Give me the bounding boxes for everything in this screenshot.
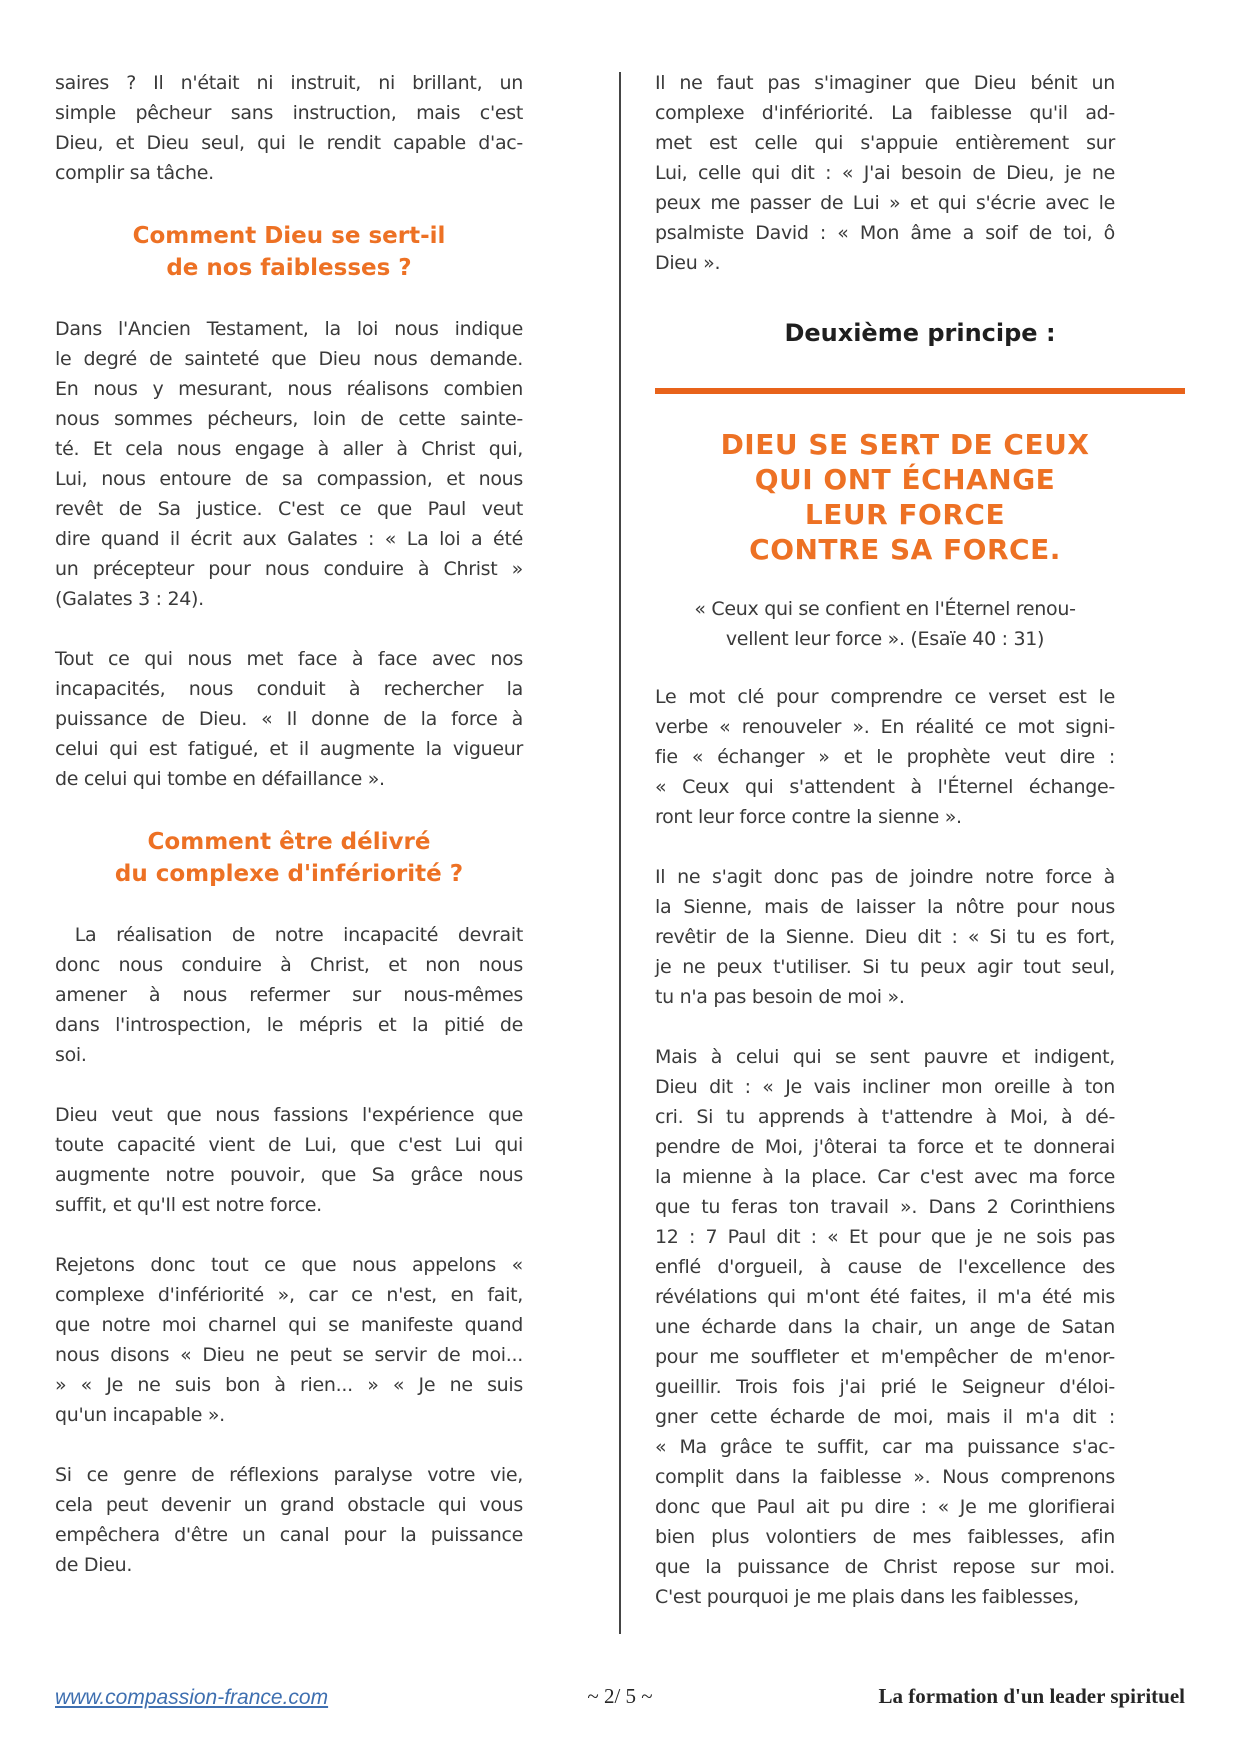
text-line: Dans l'Ancien Testament, la loi nous indique (55, 318, 523, 340)
text-line: complit dans la faiblesse ». Nous comprenons (655, 1466, 1115, 1488)
text-line: Le mot clé pour comprendre ce verset est le (655, 686, 1115, 708)
text-line: ront leur force contre la sienne ». (655, 806, 962, 828)
text-line: dire quand il écrit aux Galates : « La loi a été (55, 528, 523, 550)
paragraph-si-ce-genre (55, 1460, 523, 1580)
text-line: Dieu ». (655, 252, 721, 274)
text-line: Dieu dit : « Je vais incliner mon oreille à ton (655, 1076, 1115, 1098)
text-line: « Ma grâce te suffit, car ma puissance s'ac- (655, 1436, 1115, 1458)
text-line: peux me passer de Lui » et qui s'écrie avec le (655, 192, 1115, 214)
text-line: QUI ONT ÉCHANGE (754, 463, 1056, 496)
text-line: LEUR FORCE (804, 498, 1006, 531)
text-line: té. Et cela nous engage à aller à Christ qui, (55, 438, 523, 460)
text-line: psalmiste David : « Mon âme a soif de toi, ô (655, 222, 1115, 244)
text-line: que tu feras ton travail ». Dans 2 Corinthiens (655, 1196, 1115, 1218)
document-title: La formation d'un leader spirituel (878, 1684, 1185, 1708)
text-line: En nous y mesurant, nous réalisons combien (55, 378, 523, 400)
verse-quote (655, 594, 1115, 654)
left-column (55, 68, 523, 1610)
text-line: Si ce genre de réflexions paralyse votre vie, (55, 1464, 523, 1486)
text-line: Il ne faut pas s'imaginer que Dieu bénit un (655, 72, 1115, 94)
paragraph-tout-ce-qui (55, 644, 523, 794)
text-line: dans l'introspection, le mépris et la pitié de (55, 1014, 523, 1036)
principle-heading: Deuxième principe : (784, 319, 1056, 347)
text-line: revêt de Sa justice. C'est ce que Paul veut (55, 498, 523, 520)
text-line: puissance de Dieu. « Il donne de la force à (55, 708, 523, 730)
paragraph-il-ne-faut (655, 68, 1115, 278)
principle-title (655, 427, 1155, 567)
text-line: le degré de sainteté que Dieu nous demande. (55, 348, 523, 370)
paragraph-mais-a-celui (655, 1042, 1115, 1612)
text-line: soi. (55, 1044, 87, 1066)
text-line: CONTRE SA FORCE. (749, 533, 1061, 566)
text-line: la mienne à la place. Car c'est avec ma force (655, 1166, 1115, 1188)
text-line: Lui, nous entoure de sa compassion, et nous (55, 468, 523, 490)
orange-divider-rule (655, 388, 1185, 394)
text-line: une écharde dans la chair, un ange de Satan (655, 1316, 1115, 1338)
text-line: DIEU SE SERT DE CEUX (720, 428, 1090, 461)
text-line: de celui qui tombe en défaillance ». (55, 768, 385, 790)
text-line: complexe d'infériorité », car ce n'est, en fait, (55, 1284, 523, 1306)
text-line: Comment Dieu se sert-il (132, 223, 446, 249)
text-line: La réalisation de notre incapacité devrait (55, 924, 523, 946)
page-number: ~ 2/ 5 ~ (587, 1684, 653, 1708)
text-line: Dieu, et Dieu seul, qui le rendit capable d'ac- (55, 132, 523, 154)
text-line: revêtir de la Sienne. Dieu dit : « Si tu es fort, (655, 926, 1115, 948)
paragraph-dieu-veut (55, 1100, 523, 1220)
text-line: fie « échanger » et le prophète veut dire : (655, 746, 1115, 768)
text-line: cri. Si tu apprends à t'attendre à Moi, à dé- (655, 1106, 1115, 1128)
paragraph-realisation (55, 920, 523, 1070)
text-line: enflé d'orgueil, à cause de l'excellence des (655, 1256, 1115, 1278)
text-line: C'est pourquoi je me plais dans les faiblesses, (655, 1586, 1079, 1608)
text-line: donc que Paul ait pu dire : « Je me glorifierai (655, 1496, 1115, 1518)
text-line: Lui, celle qui dit : « J'ai besoin de Dieu, je ne (655, 162, 1115, 184)
paragraph-rejetons (55, 1250, 523, 1430)
text-line: saires ? Il n'était ni instruit, ni brillant, un (55, 72, 523, 94)
text-line: gueillir. Trois fois j'ai prié le Seigneur d'éloi- (655, 1376, 1115, 1398)
text-line: de nos faiblesses ? (166, 255, 412, 281)
text-line: bien plus volontiers de mes faiblesses, afin (655, 1526, 1115, 1548)
text-line: toute capacité vient de Lui, que c'est Lui qui (55, 1134, 523, 1156)
text-line: simple pêcheur sans instruction, mais c'est (55, 102, 523, 124)
column-divider (619, 72, 621, 1634)
text-line: pendre de Moi, j'ôterai ta force et te donnerai (655, 1136, 1115, 1158)
website-link[interactable]: www.compassion-france.com (55, 1686, 329, 1709)
paragraph-il-ne-sagit (655, 862, 1115, 1012)
paragraph-mot-cle (655, 682, 1115, 832)
text-line: que la puissance de Christ repose sur moi. (655, 1556, 1115, 1578)
right-column (655, 68, 1185, 1642)
section-heading-comment-dieu (55, 220, 523, 284)
text-line: pour me souffleter et m'empêcher de m'enor- (655, 1346, 1115, 1368)
paragraph-loi (55, 314, 523, 614)
text-line: Dieu veut que nous fassions l'expérience que (55, 1104, 523, 1126)
text-line: tu n'a pas besoin de moi ». (655, 986, 905, 1008)
text-line: suffit, et qu'Il est notre force. (55, 1194, 322, 1216)
text-line: la Sienne, mais de laisser la nôtre pour nous (655, 896, 1115, 918)
text-line: Rejetons donc tout ce que nous appelons « (55, 1254, 523, 1276)
text-line: donc nous conduire à Christ, et non nous (55, 954, 523, 976)
text-line: augmente notre pouvoir, que Sa grâce nous (55, 1164, 523, 1186)
text-line: complexe d'infériorité. La faiblesse qu'il ad- (655, 102, 1115, 124)
text-line: « Ceux qui se confient en l'Éternel renou- (694, 598, 1076, 620)
text-line: un précepteur pour nous conduire à Christ » (55, 558, 523, 580)
text-line: nous disons « Dieu ne peut se servir de moi... (55, 1344, 523, 1366)
text-line: gner cette écharde de moi, mais il m'a dit : (655, 1406, 1115, 1428)
text-line: vellent leur force ». (Esaïe 40 : 31) (725, 628, 1045, 650)
text-line: complir sa tâche. (55, 162, 214, 184)
text-line: verbe « renouveler ». En réalité ce mot signi- (655, 716, 1115, 738)
text-line: met est celle qui s'appuie entièrement sur (655, 132, 1115, 154)
text-line: celui qui est fatigué, et il augmente la vigueur (55, 738, 523, 760)
text-line: de Dieu. (55, 1554, 133, 1576)
text-line: du complexe d'infériorité ? (114, 861, 464, 887)
text-line: (Galates 3 : 24). (55, 588, 204, 610)
text-line: révélations qui m'ont été faites, il m'a été mis (655, 1286, 1115, 1308)
text-line: 12 : 7 Paul dit : « Et pour que je ne sois pas (655, 1226, 1115, 1248)
paragraph-intro (55, 68, 523, 188)
text-line: Comment être délivré (147, 829, 431, 855)
text-line: » « Je ne suis bon à rien... » « Je ne suis (55, 1374, 523, 1396)
text-line: cela peut devenir un grand obstacle qui vous (55, 1494, 523, 1516)
text-line: je ne peux t'utiliser. Si tu peux agir tout seul, (655, 956, 1115, 978)
text-line: Tout ce qui nous met face à face avec nos (55, 648, 523, 670)
text-line: nous sommes pécheurs, loin de cette sainte- (55, 408, 523, 430)
text-line: que notre moi charnel qui se manifeste quand (55, 1314, 523, 1336)
text-line: incapacités, nous conduit à rechercher la (55, 678, 523, 700)
text-line: « Ceux qui s'attendent à l'Éternel échange- (655, 776, 1115, 798)
page-footer (55, 1684, 1185, 1718)
text-line: empêchera d'être un canal pour la puissance (55, 1524, 523, 1546)
text-line: qu'un incapable ». (55, 1404, 225, 1426)
text-line: Il ne s'agit donc pas de joindre notre force à (655, 866, 1115, 888)
section-heading-comment-etre-delivre (55, 826, 523, 890)
text-line: Mais à celui qui se sent pauvre et indigent, (655, 1046, 1115, 1068)
text-line: amener à nous refermer sur nous-mêmes (55, 984, 523, 1006)
